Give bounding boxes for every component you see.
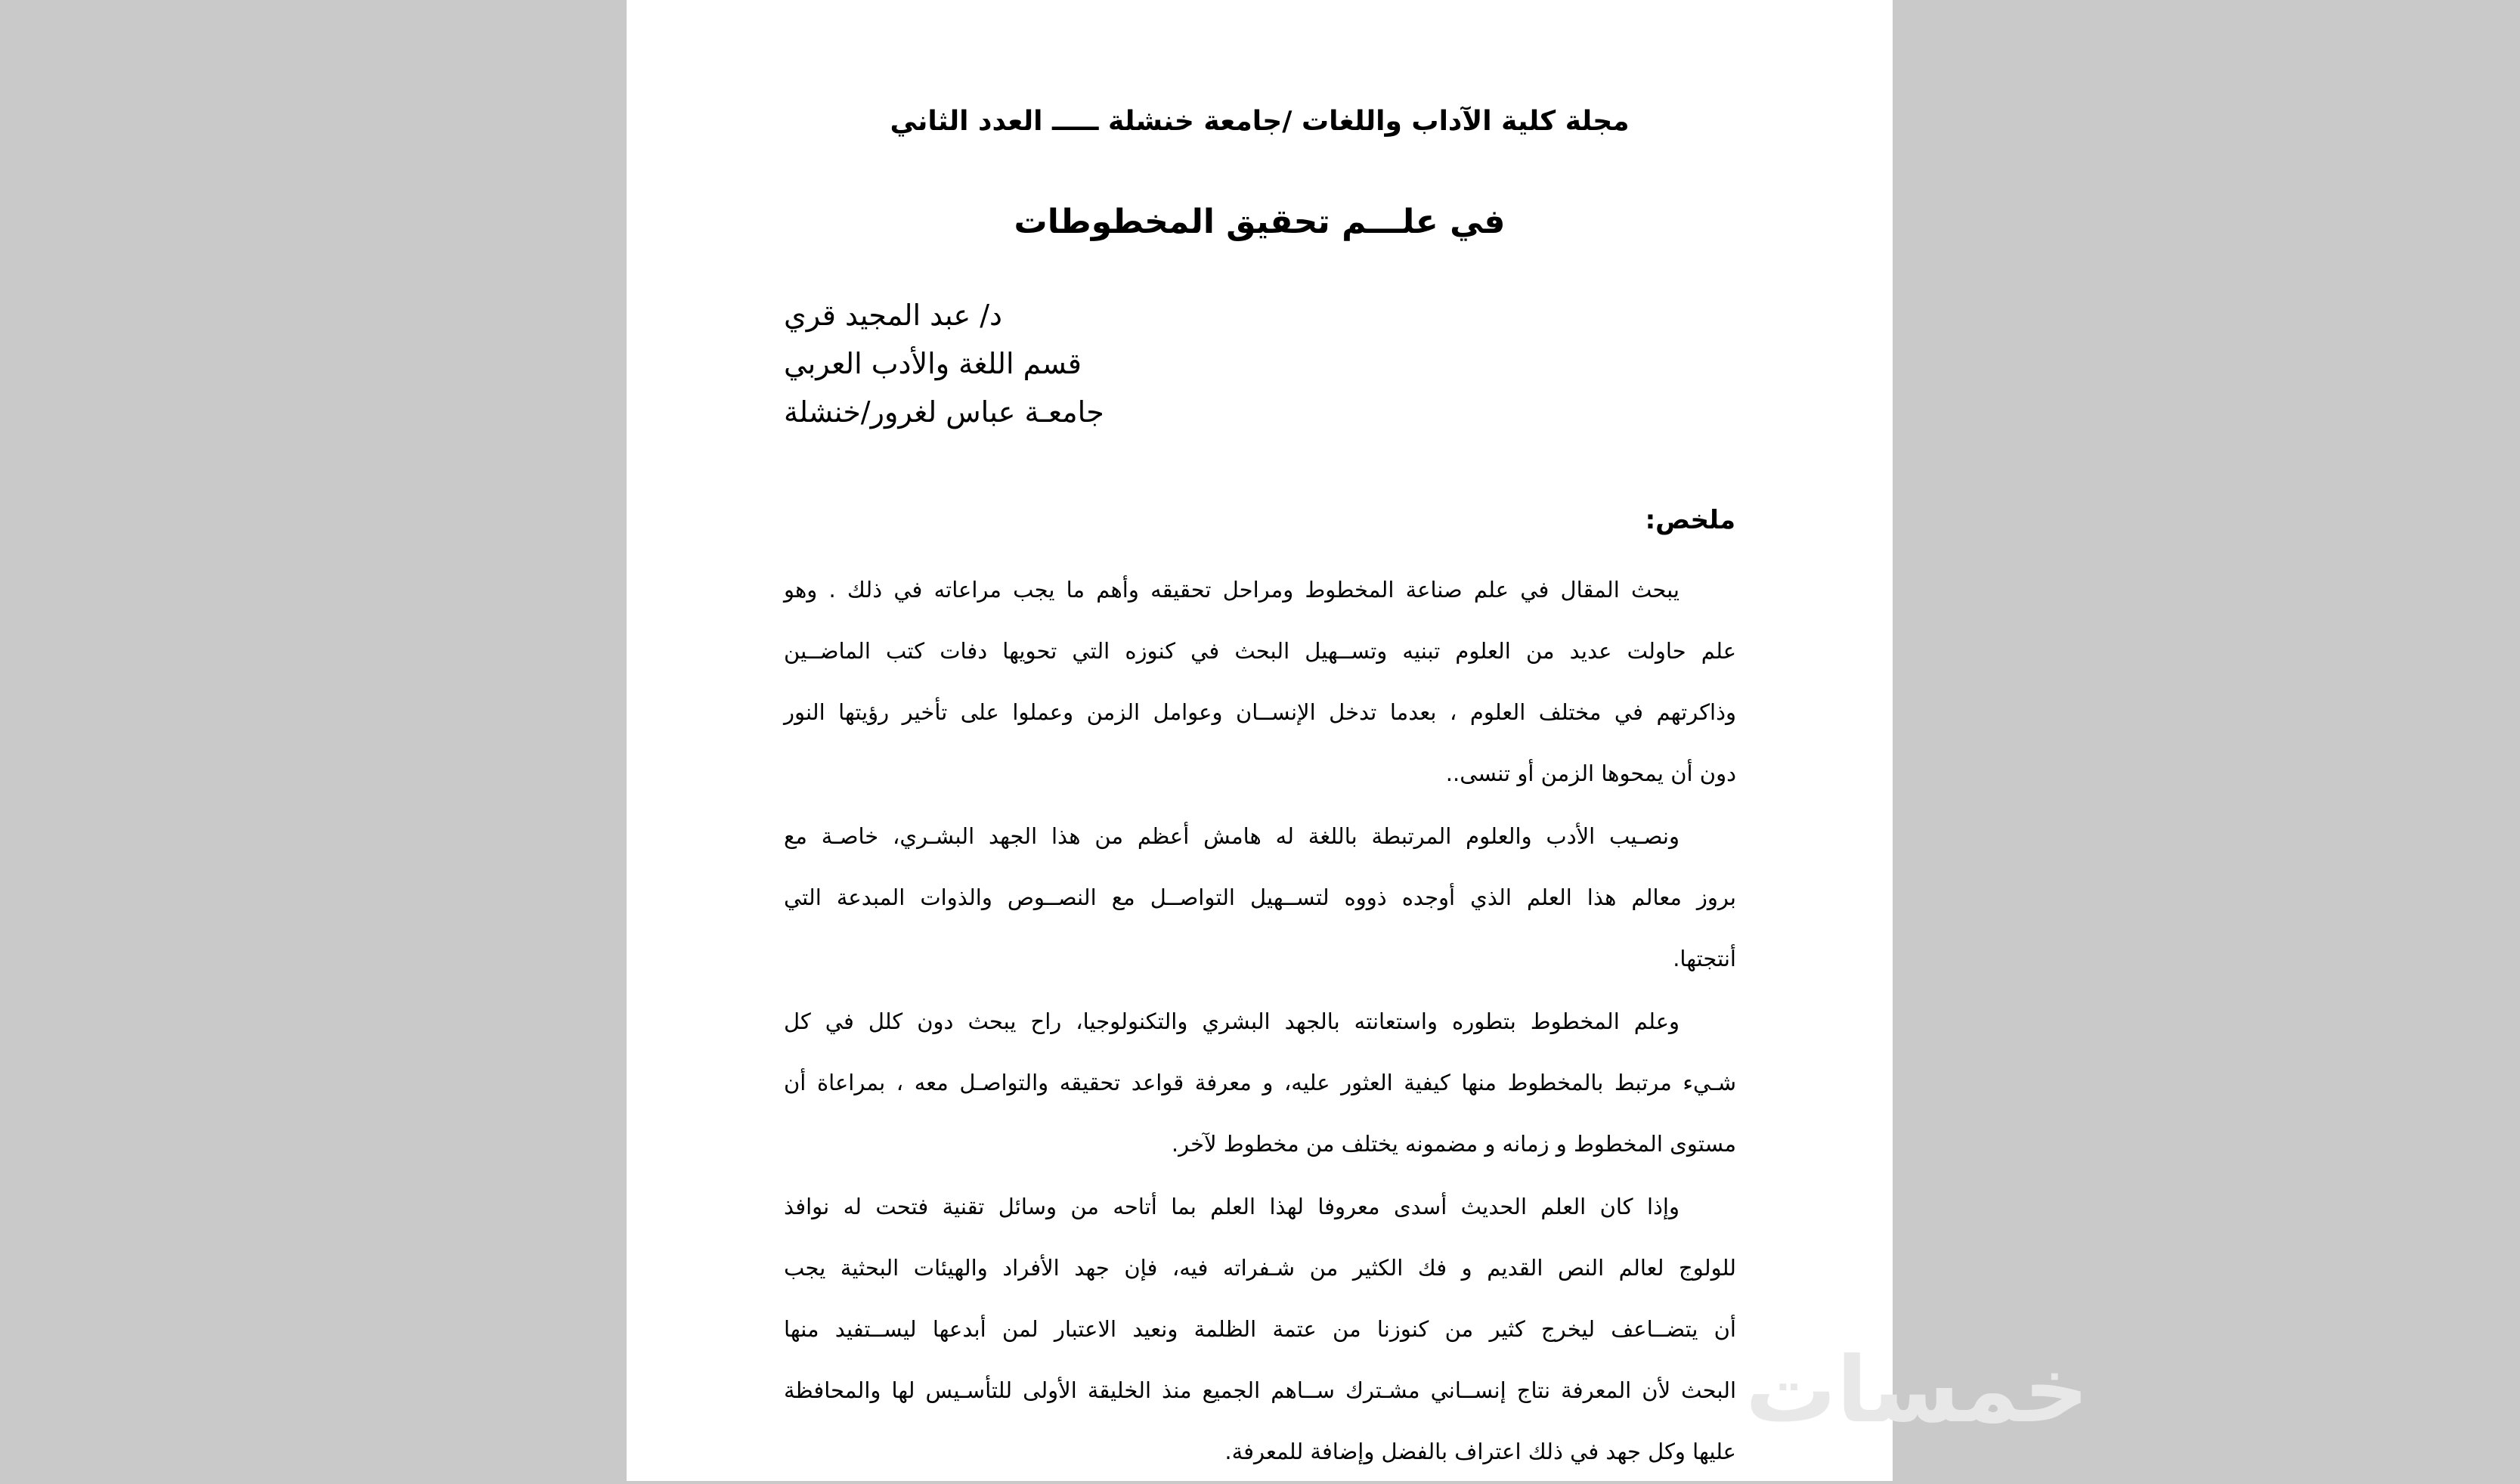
document-page [627, 0, 2089, 1481]
abstract-line: وذاكرتهم في مختلف العلوم ، بعدما تدخل الإنســان وعوامل الزمن وعملوا على تأخير رؤيتها النور [784, 699, 1736, 725]
abstract-line: عليها وكل جهد في ذلك اعتراف بالفضل وإضافة للمعرفة. [1224, 1439, 1736, 1464]
abstract-line: ونصـيب الأدب والعلوم المرتبطة باللغة له هامش أعظم من هذا الجهد البشـري، خاصـة مع [784, 823, 1679, 849]
abstract-body [784, 559, 1736, 1484]
abstract-line: يبحث المقال في علم صناعة المخطوط ومراحل تحقيقه وأهم ما يجب مراعاته في ذلك . وهو [784, 577, 1679, 603]
author-block [784, 291, 1313, 436]
abstract-paragraph [784, 806, 1736, 990]
abstract-line: شـيء مرتبط بالمخطوط منها كيفية العثور عليه، و معرفة قواعد تحقيقه والتواصـل معه ، بمراعاة أن [784, 1070, 1736, 1095]
abstract-line: علم حاولت عديد من العلوم تبنيه وتســهيل البحث في كنوزه التي تحويها دفات كتب الماضــين [784, 638, 1736, 664]
author-name: د/ عبد المجيد قري [784, 299, 1002, 332]
abstract-line: البحث لأن المعرفة نتاج إنســاني مشـترك ســاهم الجميع منذ الخليقة الأولى للتأسـيس لها والمحافظة [784, 1377, 1736, 1403]
abstract-paragraph [784, 991, 1736, 1175]
watermark-logo: خمسات [1745, 1338, 2089, 1443]
abstract-line: أن يتضــاعف ليخرج كثير من كنوزنا من عتمة الظلمة ونعيد الاعتبار لمن أبدعها ليســتفيد منها [784, 1316, 1736, 1342]
abstract-heading: ملخص: [1645, 505, 1735, 535]
abstract-line: بروز معالم هذا العلم الذي أوجده ذووه لتســهيل التواصــل مع النصــوص والذوات المبدعة التي [784, 885, 1736, 910]
abstract-line: أنتجتها. [1673, 946, 1736, 971]
abstract-line: وعلم المخطوط بتطوره واستعانته بالجهد البشري والتكنولوجيا، راح يبحث دون كلل في كل [784, 1008, 1679, 1034]
abstract-line: مستوى المخطوط و زمانه و مضمونه يختلف من مخطوط لآخر. [1171, 1131, 1736, 1157]
author-university: جامعـة عباس لغرور/خنشلة [784, 395, 1104, 429]
journal-header: مجلة كلية الآداب واللغات /جامعة خنشلة ـــــ العدد الثاني [890, 106, 1630, 137]
abstract-paragraph [784, 1176, 1736, 1482]
abstract-line: للولوج لعالم النص القديم و فك الكثير من شـفراته فيه، فإن جهد الأفراد والهيئات البحثية يجب [784, 1255, 1736, 1281]
abstract-line: وإذا كان العلم الحديث أسدى معروفا لهذا العلم بما أتاحه من وسائل تقنية فتحت له نوافذ [784, 1194, 1679, 1219]
abstract-paragraph [784, 559, 1736, 804]
author-department: قسم اللغة والأدب العربي [784, 347, 1082, 380]
article-title: في علـــم تحقيق المخطوطات [1014, 203, 1506, 241]
abstract-line: دون أن يمحوها الزمن أو تنسى.. [1445, 761, 1736, 786]
